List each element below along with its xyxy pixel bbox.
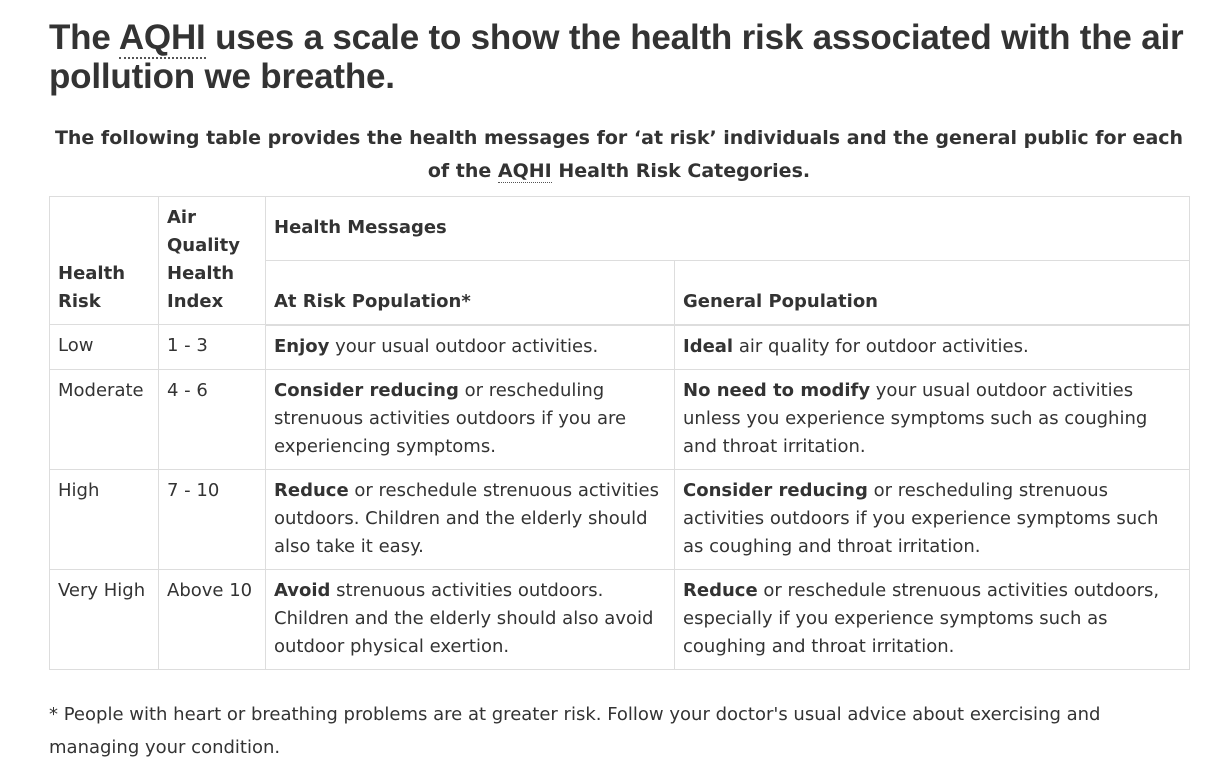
- footnote: * People with heart or breathing problems are at greater risk. Follow your doctor's usual advice about exercising and managing your condition.: [49, 703, 1101, 758]
- at-risk-emphasis: Avoid: [274, 579, 331, 601]
- header-aqhi: Air Quality Health Index: [159, 197, 266, 325]
- table-row: [50, 325, 1190, 370]
- cell-aqhi-range: 4 - 6: [159, 369, 266, 469]
- general-emphasis: Consider reducing: [683, 479, 868, 501]
- header-general-population: General Population: [675, 260, 1190, 324]
- cell-health-risk: High: [50, 469, 159, 569]
- cell-health-risk: Moderate: [50, 369, 159, 469]
- header-row: [50, 197, 1190, 261]
- header-at-risk-population: At Risk Population*: [266, 260, 675, 324]
- caption-prefix: The following table provides the health messages for ‘at risk’ individuals and the general public for each of the: [54, 127, 1184, 182]
- table-row: [50, 369, 1190, 469]
- at-risk-emphasis: Reduce: [274, 479, 349, 501]
- table-caption: [49, 122, 1189, 188]
- aqhi-abbreviation[interactable]: AQHI: [118, 18, 206, 57]
- cell-at-risk-message: [266, 569, 675, 669]
- at-risk-text: or reschedule strenuous activities outdoors. Children and the elderly should also take it easy.: [274, 479, 659, 557]
- cell-health-risk: Very High: [50, 569, 159, 669]
- page-title: [49, 18, 1189, 96]
- cell-health-risk: Low: [50, 325, 159, 370]
- cell-general-message: [675, 469, 1190, 569]
- cell-aqhi-range: 1 - 3: [159, 325, 266, 370]
- cell-general-message: [675, 325, 1190, 370]
- cell-general-message: [675, 569, 1190, 669]
- table-body: [50, 325, 1190, 670]
- cell-at-risk-message: [266, 369, 675, 469]
- title-suffix: uses a scale to show the health risk associated with the air pollution we breathe.: [49, 18, 1184, 96]
- table-row: [50, 569, 1190, 669]
- content: [49, 18, 1189, 764]
- general-text: air quality for outdoor activities.: [733, 335, 1029, 357]
- at-risk-text: strenuous activities outdoors. Children and the elderly should also avoid outdoor physical exertion.: [274, 579, 654, 657]
- at-risk-emphasis: Consider reducing: [274, 379, 459, 401]
- title-prefix: The: [49, 18, 119, 57]
- cell-at-risk-message: [266, 325, 675, 370]
- table-header: [50, 197, 1190, 325]
- general-text: your usual outdoor activities unless you experience symptoms such as coughing and throat irritation.: [683, 379, 1148, 457]
- cell-aqhi-range: 7 - 10: [159, 469, 266, 569]
- health-messages-table: [49, 196, 1190, 670]
- header-health-risk: Health Risk: [50, 197, 159, 325]
- cell-general-message: [675, 369, 1190, 469]
- at-risk-emphasis: Enjoy: [274, 335, 330, 357]
- general-text: or rescheduling strenuous activities outdoors if you experience symptoms such as coughing and throat irritation.: [683, 479, 1159, 557]
- general-text: or reschedule strenuous activities outdoors, especially if you experience symptoms such as coughing and throat irritation.: [683, 579, 1160, 657]
- caption-aqhi-abbreviation[interactable]: AQHI: [497, 160, 552, 182]
- cell-at-risk-message: [266, 469, 675, 569]
- at-risk-text: your usual outdoor activities.: [329, 335, 599, 357]
- general-emphasis: Reduce: [683, 579, 758, 601]
- caption-suffix: Health Risk Categories.: [551, 160, 811, 182]
- header-health-messages: Health Messages: [266, 197, 1190, 261]
- general-emphasis: No need to modify: [683, 379, 871, 401]
- table-row: [50, 469, 1190, 569]
- general-emphasis: Ideal: [683, 335, 734, 357]
- at-risk-text: or rescheduling strenuous activities outdoors if you are experiencing symptoms.: [274, 379, 627, 457]
- cell-aqhi-range: Above 10: [159, 569, 266, 669]
